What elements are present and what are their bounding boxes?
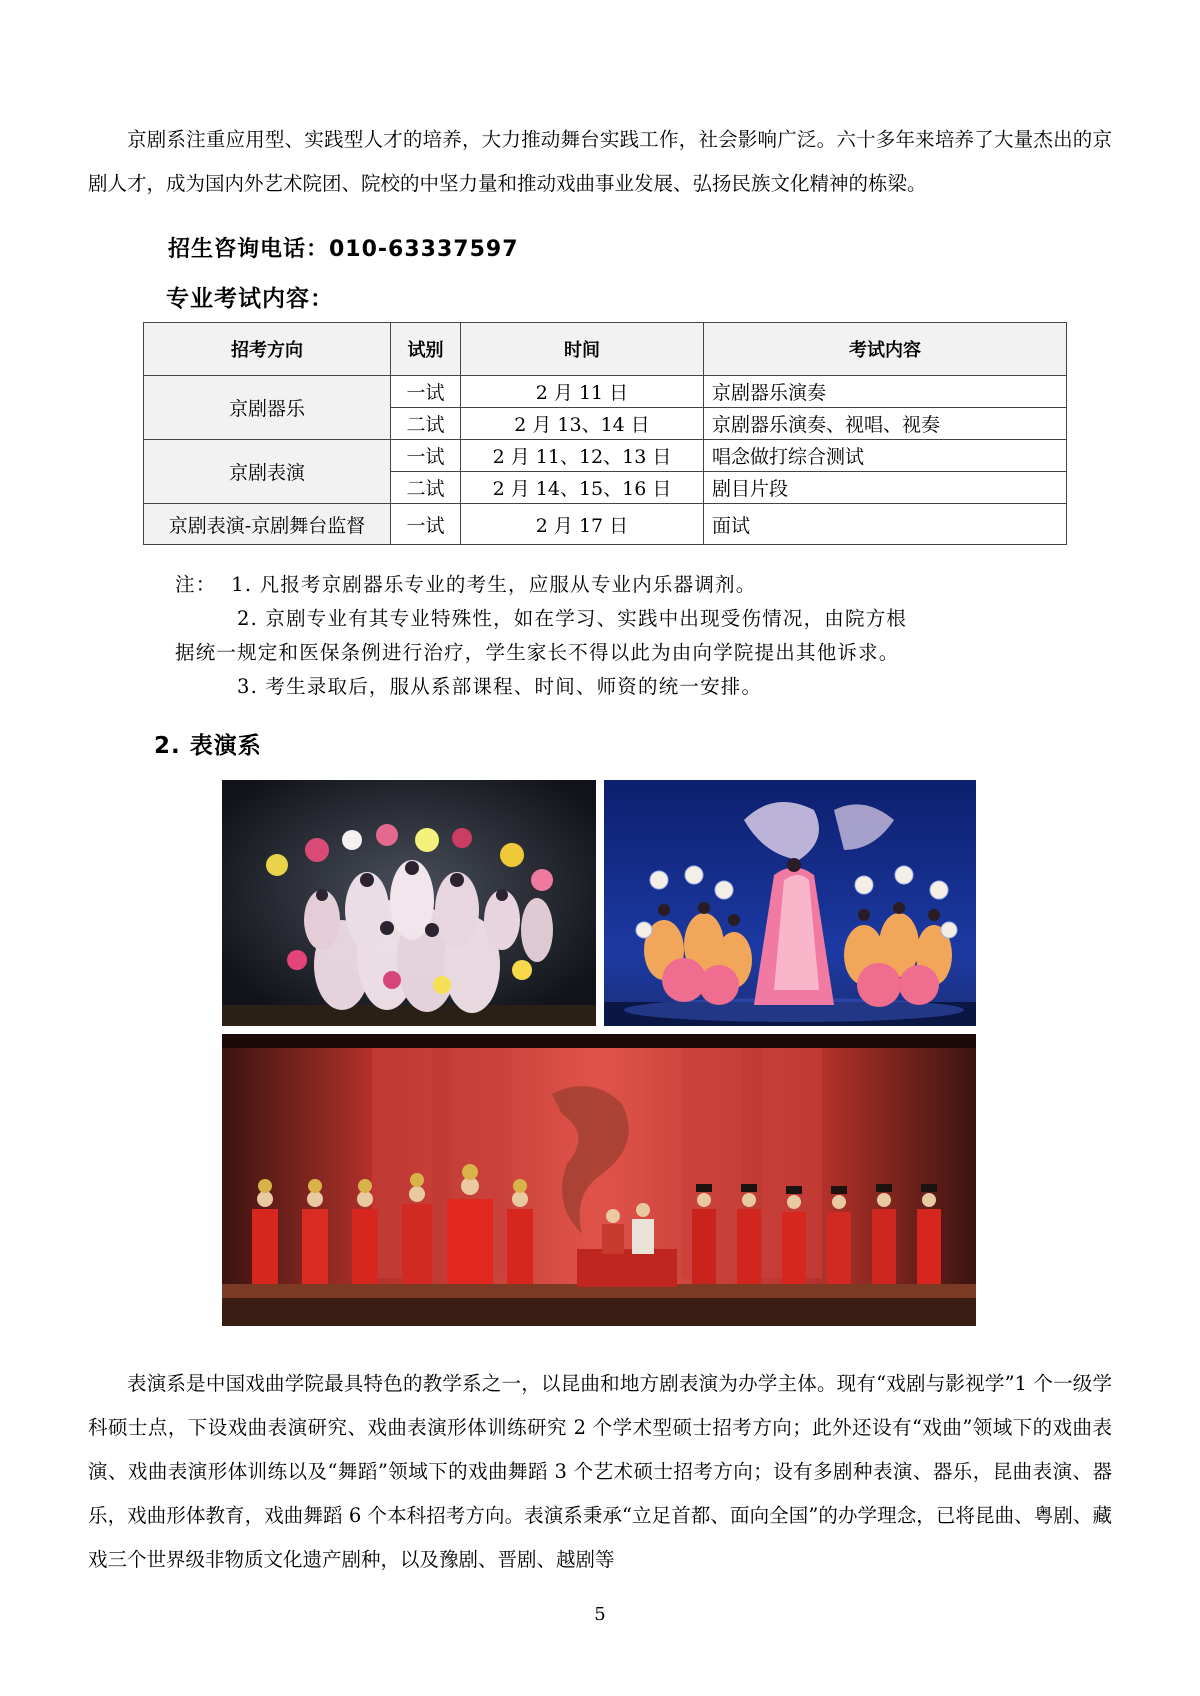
table-row bbox=[144, 376, 1067, 408]
time-cell: 2 月 11、12、13 日 bbox=[461, 440, 704, 472]
section-heading: 2. 表演系 bbox=[154, 733, 262, 759]
content-cell: 京剧器乐演奏 bbox=[704, 376, 1067, 408]
time-cell: 2 月 17 日 bbox=[461, 504, 704, 545]
photo-fan-dance-image bbox=[604, 780, 976, 1026]
round-cell: 一试 bbox=[391, 440, 461, 472]
photo-red-stage-image bbox=[222, 1034, 976, 1326]
round-cell: 二试 bbox=[391, 472, 461, 504]
notes-label: 注： bbox=[175, 573, 217, 596]
note-line bbox=[175, 568, 1035, 602]
direction-cell: 京剧表演 bbox=[144, 440, 391, 504]
note-item: 1. 凡报考京剧器乐专业的考生，应服从专业内乐器调剂。 bbox=[231, 573, 757, 596]
round-cell: 一试 bbox=[391, 376, 461, 408]
notes-block bbox=[175, 568, 1035, 704]
table-header: 试别 bbox=[391, 323, 461, 376]
table-row bbox=[144, 440, 1067, 472]
note-item: 2. 京剧专业有其专业特殊性，如在学习、实践中出现受伤情况，由院方根 bbox=[237, 607, 908, 630]
photo-opera-flowers-image bbox=[222, 780, 596, 1026]
note-item: 据统一规定和医保条例进行治疗，学生家长不得以此为由向学院提出其他诉求。 bbox=[175, 641, 900, 664]
table-header: 时间 bbox=[461, 323, 704, 376]
exam-heading: 专业考试内容： bbox=[166, 286, 334, 312]
time-cell: 2 月 13、14 日 bbox=[461, 408, 704, 440]
section2-paragraph: 表演系是中国戏曲学院最具特色的教学系之一，以昆曲和地方剧表演为办学主体。现有“戏剧与影视学”1 个一级学科硕士点，下设戏曲表演研究、戏曲表演形体训练研究 2 个学术型硕士招考方向；此外还设有“戏曲”领域下的戏曲表演、戏曲表演形体训练以及“舞蹈”领域下的戏曲舞蹈 3 个艺术硕士招考方向；设有多剧种表演、器乐，昆曲表演、器乐，戏曲形体教育，戏曲舞蹈 6 个本科招考方向。表演系秉承“立足首都、面向全国”的办学理念，已将昆曲、粤剧、藏戏三个世界级非物质文化遗产剧种，以及豫剧、晋剧、越剧等 bbox=[88, 1372, 1112, 1571]
content-cell: 剧目片段 bbox=[704, 472, 1067, 504]
page-number: 5 bbox=[594, 1604, 606, 1625]
table-row bbox=[144, 504, 1067, 545]
photo-fan-dance bbox=[604, 780, 976, 1026]
table-header: 招考方向 bbox=[144, 323, 391, 376]
contact-phone: 招生咨询电话：010-63337597 bbox=[168, 237, 519, 262]
round-cell: 一试 bbox=[391, 504, 461, 545]
content-cell: 唱念做打综合测试 bbox=[704, 440, 1067, 472]
table-header: 考试内容 bbox=[704, 323, 1067, 376]
content-cell: 面试 bbox=[704, 504, 1067, 545]
direction-cell: 京剧表演-京剧舞台监督 bbox=[144, 504, 391, 545]
time-cell: 2 月 14、15、16 日 bbox=[461, 472, 704, 504]
content-cell: 京剧器乐演奏、视唱、视奏 bbox=[704, 408, 1067, 440]
table-header-row bbox=[144, 323, 1067, 376]
photo-red-stage bbox=[222, 1034, 976, 1326]
time-cell: 2 月 11 日 bbox=[461, 376, 704, 408]
round-cell: 二试 bbox=[391, 408, 461, 440]
direction-cell: 京剧器乐 bbox=[144, 376, 391, 440]
photo-opera-flowers bbox=[222, 780, 596, 1026]
note-item: 3. 考生录取后，服从系部课程、时间、师资的统一安排。 bbox=[237, 675, 763, 698]
exam-table bbox=[143, 322, 1067, 545]
intro-paragraph: 京剧系注重应用型、实践型人才的培养，大力推动舞台实践工作，社会影响广泛。六十多年来培养了大量杰出的京剧人才，成为国内外艺术院团、院校的中坚力量和推动戏曲事业发展、弘扬民族文化精神的栋梁。 bbox=[88, 128, 1112, 195]
